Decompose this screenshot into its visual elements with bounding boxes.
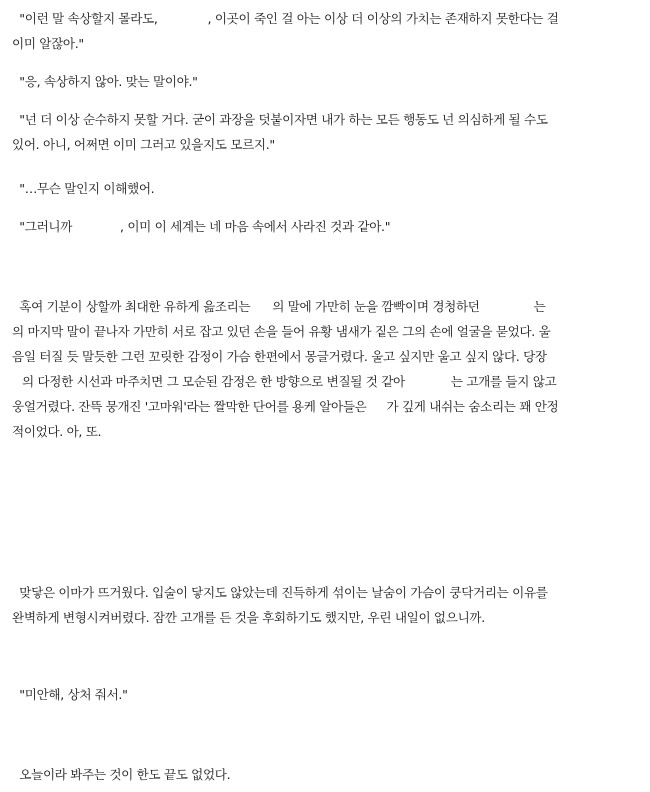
text-segment: 의 말에 가만히 눈을 깜빡이며 경청하던 (272, 299, 480, 314)
text-segment: 이미 알잖아." (12, 36, 84, 51)
text-line (12, 419, 638, 444)
text-segment: 맞닿은 이마가 뜨거웠다. 입술이 닿지도 않았는데 진득하게 섞이는 날숨이 가슴이 쿵닥거리는 이유를 (12, 585, 548, 600)
paragraph-8 (12, 682, 638, 707)
paragraph-3 (12, 107, 638, 157)
text-segment: 는 (533, 299, 546, 314)
text-segment: "이런 말 속상할지 몰라도, (12, 11, 158, 26)
text-segment: 의 마지막 말이 끝나자 가만히 서로 잡고 있던 손을 들어 유황 냄새가 짙은 그의 손에 얼굴을 묻었다. 울 (12, 324, 551, 339)
paragraph-5 (12, 214, 638, 239)
text-segment: "넌 더 이상 순수하지 못할 거다. 굳이 과장을 덧붙이자면 내가 하는 모든 행동도 넌 의심하게 될 수도 (12, 112, 548, 127)
text-line (12, 605, 638, 630)
text-segment: , 이미 이 세계는 네 마음 속에서 사라진 것과 같아." (120, 219, 391, 234)
text-segment: 의 다정한 시선과 마주치면 그 모순된 감정은 한 방향으로 변질될 것 같아 (22, 374, 405, 389)
text-line (12, 580, 638, 605)
text-line (12, 107, 638, 132)
text-segment: 오늘이라 봐주는 것이 한도 끝도 없었다. (12, 767, 231, 782)
text-segment: , 이곳이 죽인 걸 아는 이상 더 이상의 가치는 존재하지 못한다는 걸 (207, 11, 559, 26)
text-line (12, 762, 638, 787)
text-segment: 는 고개를 들지 않고 (450, 374, 557, 389)
text-line (12, 6, 638, 31)
text-line (12, 369, 638, 394)
paragraph-4 (12, 176, 638, 201)
text-segment: "미안해, 상처 줘서." (12, 687, 128, 702)
text-segment: 적이었다. 아, 또. (12, 424, 102, 439)
text-segment: 완벽하게 변형시켜버렸다. 잠깐 고개를 든 것을 후회하기도 했지만, 우린 내일이 없으니까. (12, 610, 485, 625)
text-line (12, 31, 638, 56)
text-line (12, 214, 638, 239)
text-segment: 있어. 아니, 어쩌면 이미 그러고 있을지도 모르지." (12, 137, 275, 152)
paragraph-1 (12, 6, 638, 56)
text-segment: "응, 속상하지 않아. 맞는 말이야." (12, 74, 198, 89)
text-segment: 웅얼거렸다. 잔뜩 뭉개진 '고마워'라는 짤막한 단어를 용케 알아들은 (12, 399, 367, 414)
text-line (12, 682, 638, 707)
text-line (12, 344, 638, 369)
text-segment: "그러니까 (12, 219, 73, 234)
paragraph-9 (12, 762, 638, 787)
text-line (12, 319, 638, 344)
text-segment: 혹여 기분이 상할까 최대한 유하게 읊조리는 (12, 299, 251, 314)
text-line (12, 176, 638, 201)
text-segment: 가 깊게 내쉬는 숨소리는 꽤 안정 (386, 399, 559, 414)
text-segment: "…무슨 말인지 이해했어. (12, 181, 155, 196)
paragraph-6 (12, 294, 638, 444)
text-line (12, 394, 638, 419)
paragraph-7 (12, 580, 638, 630)
text-line (12, 69, 638, 94)
text-segment: 음일 터질 듯 말듯한 그런 꼬릿한 감정이 가슴 한편에서 몽글거렸다. 울고 싶지만 울고 싶지 않다. 당장 (12, 349, 547, 364)
paragraph-2 (12, 69, 638, 94)
text-line (12, 132, 638, 157)
text-line (12, 294, 638, 319)
